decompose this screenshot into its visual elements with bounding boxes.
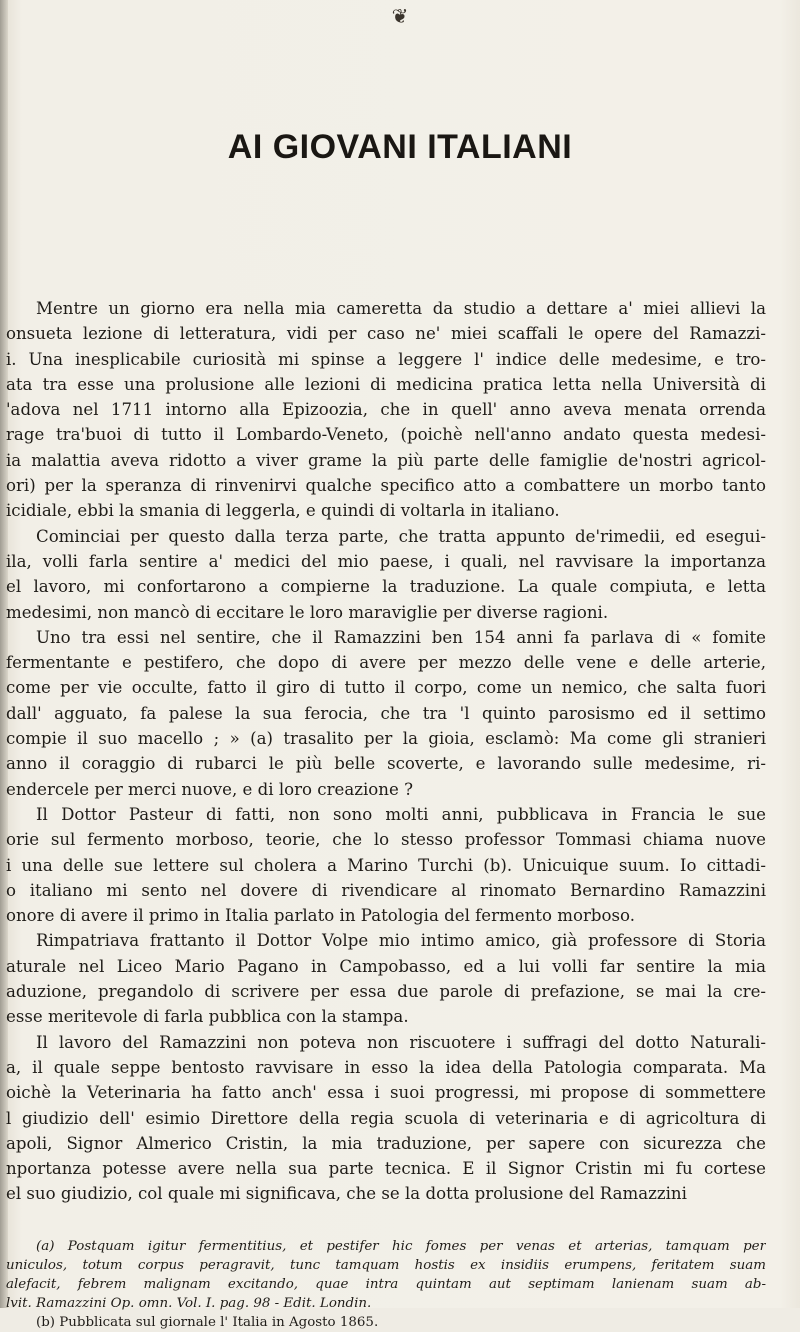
text-line: i una delle sue lettere sul cholera a Marino Turchi (b). Unicuique suum. Io cittadi- — [6, 855, 766, 875]
text-line: Il lavoro del Ramazzini non poteva non riscuotere i suffragi del dotto Naturali- — [36, 1032, 766, 1052]
text-line: dall' agguato, fa palese la sua ferocia, che tra 'l quinto parosismo ed il settimo — [6, 703, 766, 723]
page-title: AI GIOVANI ITALIANI — [227, 128, 573, 166]
text-line: esse meritevole di farla pubblica con la stampa. — [6, 1007, 409, 1027]
text-line: anno il coraggio di rubarci le più belle scoverte, e lavorando sulle medesime, ri- — [6, 754, 766, 774]
text-line: onsueta lezione di letteratura, vidi per caso ne' miei scaffali le opere del Ramazzi- — [6, 324, 766, 344]
footnote-line: (b) Pubblicata sul giornale l' Italia in Agosto 1865. — [36, 1315, 379, 1330]
text-line: ia malattia aveva ridotto a viver grame la più parte delle famiglie de'nostri agricol- — [6, 450, 766, 470]
text-line: aturale nel Liceo Mario Pagano in Campobasso, ed a lui volli far sentire la mia — [6, 956, 766, 976]
text-line: ila, volli farla sentire a' medici del mio paese, i quali, nel ravvisare la importanza — [6, 551, 766, 571]
text-line: come per vie occulte, fatto il giro di tutto il corpo, come un nemico, che salta fuori — [6, 678, 766, 698]
text-line: Uno tra essi nel sentire, che il Ramazzini ben 154 anni fa parlava di « fomite — [36, 627, 766, 647]
text-line: a, il quale seppe bentosto ravvisare in esso la idea della Patologia comparata. Ma — [6, 1057, 766, 1077]
text-line: fermentante e pestifero, che dopo di avere per mezzo delle vene e delle arterie, — [6, 653, 766, 673]
footnote-line: (a) Postquam igitur fermentitius, et pestifer hic fomes per venas et arterias, tamquam per — [36, 1239, 766, 1254]
text-line: icidiale, ebbi la smania di leggerla, e quindi di voltarla in italiano. — [6, 501, 560, 521]
text-line: apoli, Signor Almerico Cristin, la mia traduzione, per sapere con sicurezza che — [6, 1133, 766, 1153]
text-line: el suo giudizio, col quale mi significava, che se la dotta prolusione del Ramazzini — [6, 1184, 687, 1204]
text-line: Rimpatriava frattanto il Dottor Volpe mio intimo amico, già professore di Storia — [36, 931, 766, 951]
text-line: l giudizio dell' esimio Direttore della regia scuola di veterinaria e di agricoltura di — [6, 1108, 766, 1128]
text-line: aduzione, pregandolo di scrivere per essa due parole di prefazione, se mai la cre- — [6, 982, 766, 1002]
text-line: compie il suo macello ; » (a) trasalito per la gioia, esclamò: Ma come gli stranieri — [6, 729, 766, 749]
text-line: onore di avere il primo in Italia parlato in Patologia del fermento morboso. — [6, 906, 635, 926]
main-text — [6, 296, 766, 1207]
footnote-line: alefacit, febrem malignam excitando, quae intra quintam aut septimam lanienam suam ab- — [6, 1277, 766, 1292]
footnotes — [6, 1237, 766, 1332]
text-line: medesimi, non mancò di eccitare le loro maraviglie per diverse ragioni. — [6, 602, 609, 622]
text-line: rage tra'buoi di tutto il Lombardo-Veneto, (poichè nell'anno andato questa medesi- — [6, 425, 766, 445]
text-line: o italiano mi sento nel dovere di rivendicare al rinomato Bernardino Ramazzini — [6, 880, 766, 900]
text-line: ori) per la speranza di rinvenirvi qualche specifico atto a combattere un morbo tanto — [6, 476, 766, 496]
text-line: el lavoro, mi confortarono a compierne la traduzione. La quale compiuta, e letta — [6, 577, 766, 597]
footnote-line: uniculos, totum corpus peragravit, tunc tamquam hostis ex insidiis erumpens, feritatem suam — [6, 1258, 766, 1273]
text-line: ata tra esse una prolusione alle lezioni di medicina pratica letta nella Università di — [6, 374, 766, 394]
text-line: Cominciai per questo dalla terza parte, che tratta appunto de'rimedii, ed esegui- — [36, 526, 766, 546]
text-line: i. Una inesplicabile curiosità mi spinse a leggere l' indice delle medesime, e tro- — [6, 349, 766, 369]
footnote-line: lvit. Ramazzini Op. omn. Vol. I. pag. 98 - Edit. Londin. — [6, 1296, 372, 1311]
text-line: 'adova nel 1711 intorno alla Epizoozia, che in quell' anno aveva menata orrenda — [6, 400, 766, 420]
text-line: endercele per merci nuove, e di loro creazione ? — [6, 779, 413, 799]
text-line: Mentre un giorno era nella mia cameretta da studio a dettare a' miei allievi la — [36, 299, 766, 318]
text-line: oichè la Veterinaria ha fatto anch' essa i suoi progressi, mi propose di sommettere — [6, 1083, 766, 1103]
text-line: orie sul fermento morboso, teorie, che lo stesso professor Tommasi chiama nuove — [6, 830, 766, 850]
ornament-icon: ❦ — [391, 4, 409, 28]
text-line: nportanza potesse avere nella sua parte tecnica. E il Signor Cristin mi fu cortese — [6, 1159, 766, 1179]
text-line: Il Dottor Pasteur di fatti, non sono molti anni, pubblicava in Francia le sue — [36, 804, 766, 824]
